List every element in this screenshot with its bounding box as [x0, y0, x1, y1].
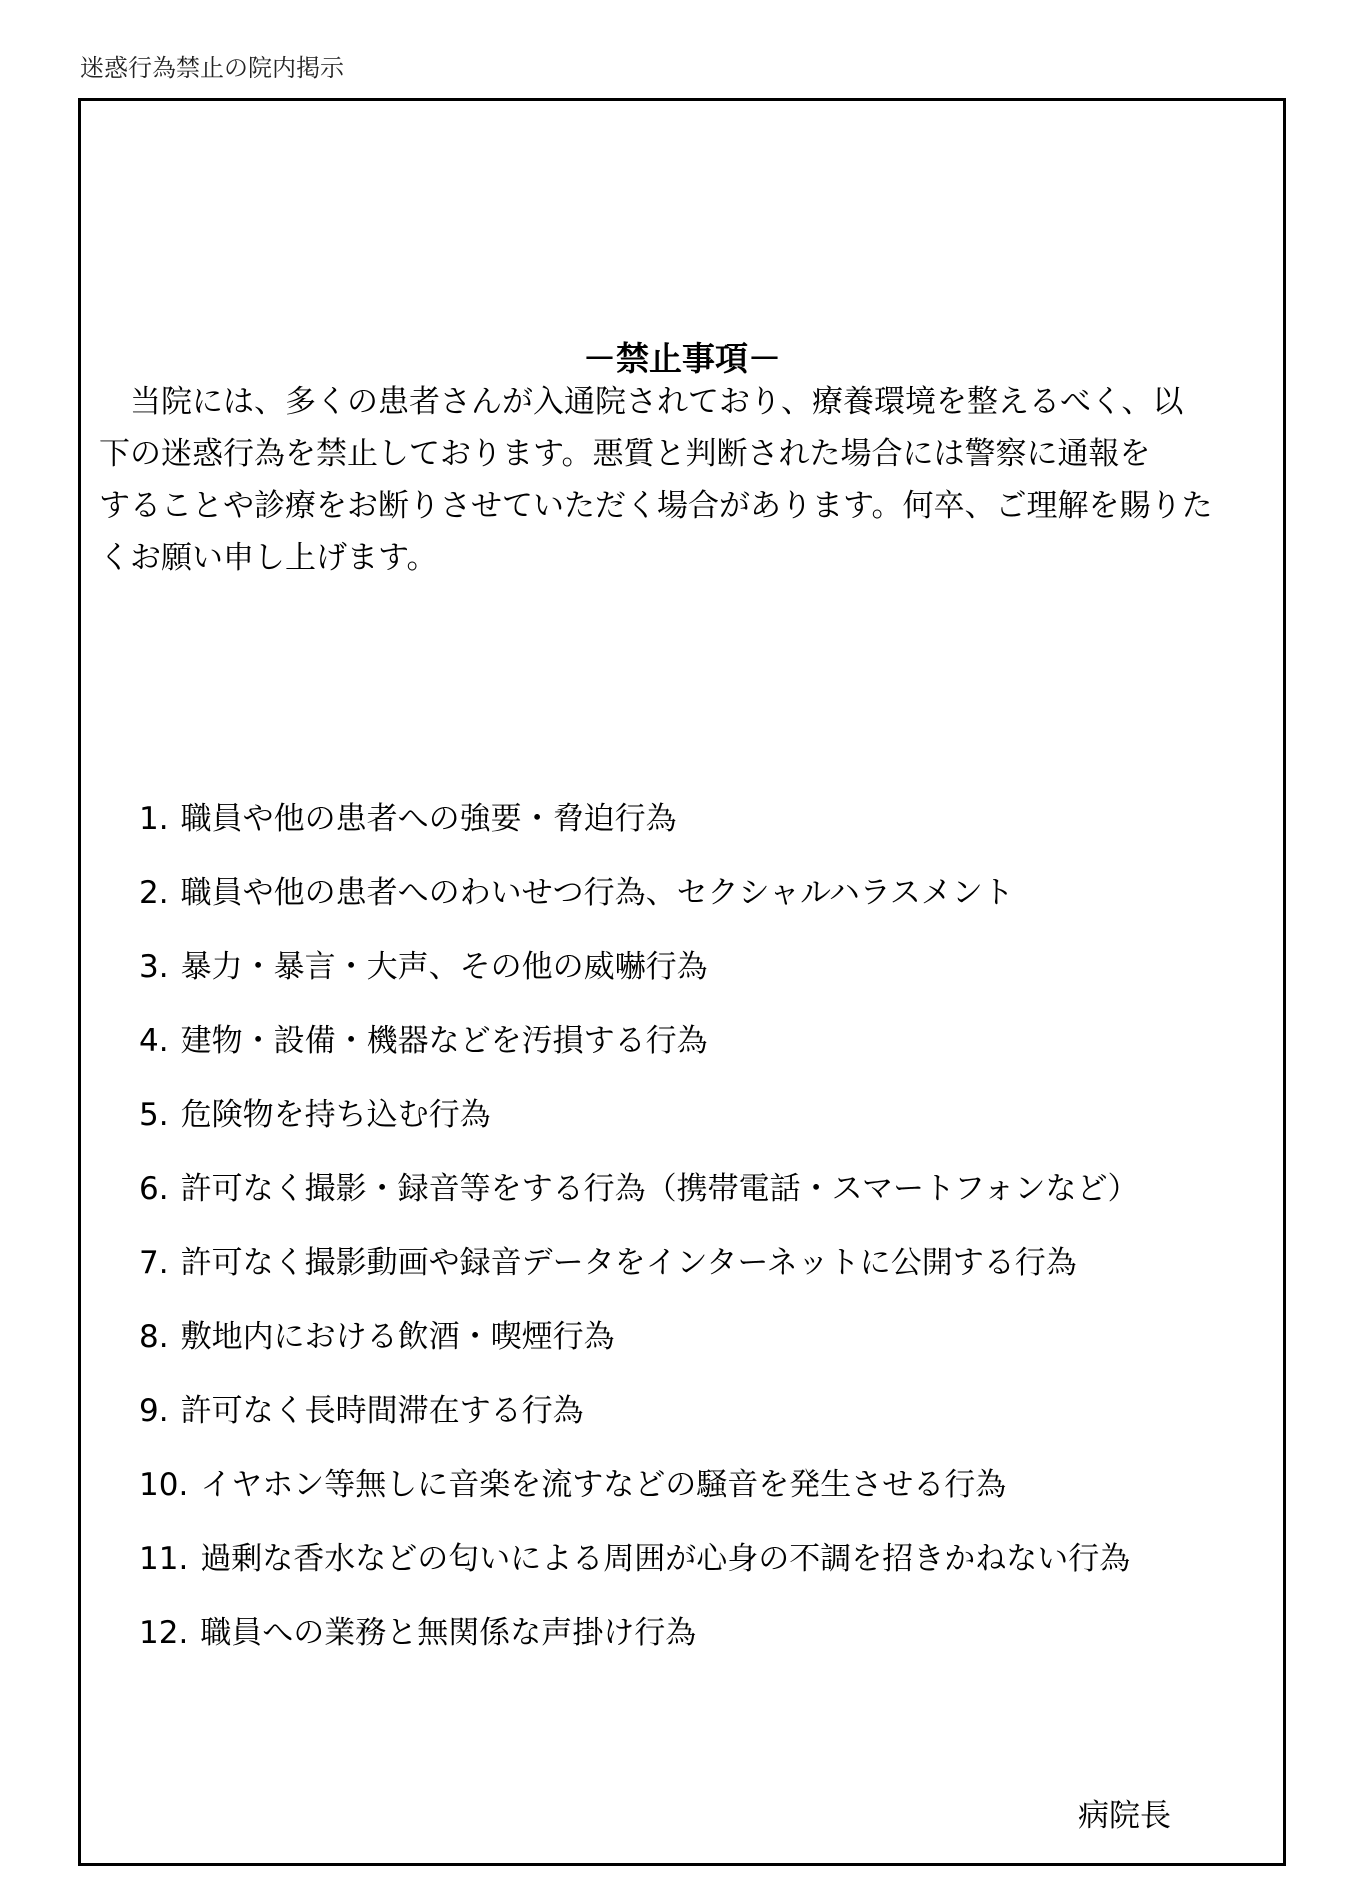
rule-number: 1.: [139, 801, 169, 837]
prohibited-acts-list: [139, 797, 1138, 1685]
rule-text: 職員や他の患者への強要・脅迫行為: [180, 801, 677, 837]
list-item: [139, 1389, 1138, 1463]
rule-text: 職員や他の患者へのわいせつ行為、セクシャルハラスメント: [180, 875, 1014, 911]
rule-number: 12.: [139, 1615, 189, 1651]
list-item: [139, 1167, 1138, 1241]
rule-text: 過剰な香水などの匂いによる周囲が心身の不調を招きかねない行為: [200, 1541, 1131, 1577]
list-item: [139, 871, 1138, 945]
intro-line: 当院には、多くの患者さんが入通院されており、療養環境を整えるべく、以: [99, 384, 1184, 420]
rule-number: 8.: [139, 1319, 169, 1355]
list-item: [139, 1315, 1138, 1389]
list-item: [139, 945, 1138, 1019]
rule-text: 許可なく撮影動画や録音データをインターネットに公開する行為: [180, 1245, 1077, 1281]
rule-text: 敷地内における飲酒・喫煙行為: [180, 1319, 615, 1355]
rule-text: 職員への業務と無関係な声掛け行為: [200, 1615, 697, 1651]
rule-text: 危険物を持ち込む行為: [180, 1097, 491, 1133]
rule-text: 許可なく撮影・録音等をする行為（携帯電話・スマートフォンなど）: [180, 1171, 1139, 1207]
rule-number: 10.: [139, 1467, 189, 1503]
list-item: [139, 1241, 1138, 1315]
list-item: [139, 1537, 1138, 1611]
rule-number: 11.: [139, 1541, 189, 1577]
list-item: [139, 1463, 1138, 1537]
list-item: [139, 1611, 1138, 1685]
notice-title: －禁止事項－: [583, 339, 781, 378]
rule-text: 許可なく長時間滞在する行為: [180, 1393, 584, 1429]
rule-number: 4.: [139, 1023, 169, 1059]
rule-text: 建物・設備・機器などを汚損する行為: [180, 1023, 708, 1059]
rule-number: 7.: [139, 1245, 169, 1281]
rule-number: 6.: [139, 1171, 169, 1207]
document-caption: 迷惑行為禁止の院内掲示: [80, 54, 344, 82]
rule-number: 3.: [139, 949, 169, 985]
list-item: [139, 797, 1138, 871]
list-item: [139, 1019, 1138, 1093]
intro-line: くお願い申し上げます。: [99, 540, 438, 576]
signature: 病院長: [1078, 1798, 1171, 1834]
rule-number: 5.: [139, 1097, 169, 1133]
rule-text: 暴力・暴言・大声、その他の威嚇行為: [180, 949, 708, 985]
intro-line: 下の迷惑行為を禁止しております。悪質と判断された場合には警察に通報を: [99, 436, 1151, 472]
rule-number: 9.: [139, 1393, 169, 1429]
rule-text: イヤホン等無しに音楽を流すなどの騒音を発生させる行為: [200, 1467, 1007, 1503]
rule-number: 2.: [139, 875, 169, 911]
notice-intro: [99, 376, 1279, 584]
list-item: [139, 1093, 1138, 1167]
notice-frame: [78, 98, 1286, 1866]
intro-line: することや診療をお断りさせていただく場合があります。何卒、ご理解を賜りた: [99, 488, 1213, 524]
